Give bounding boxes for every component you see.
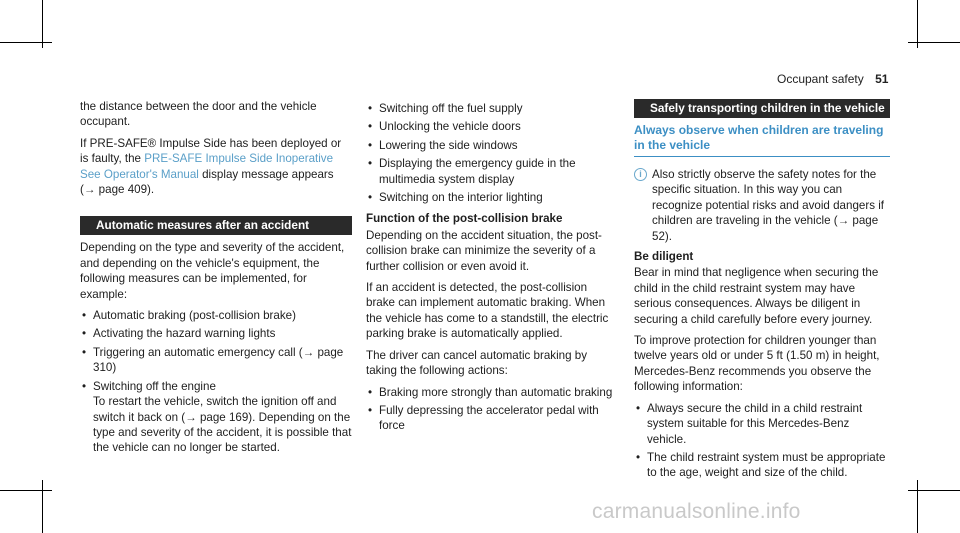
paragraph: Depending on the accident situation, the post-collision brake can minimize the severity of a further collision or even avoid it.: [366, 228, 602, 273]
paragraph: To improve protection for children younger than twelve years old or under 5 ft (1.50 m) in height, Mercedes-Benz recommends you observe the following information:: [634, 334, 880, 394]
crop-mark: [0, 42, 52, 43]
column-middle: [366, 101, 616, 440]
crop-mark: [42, 480, 43, 533]
crop-mark: [42, 0, 43, 48]
section-title: Automatic measures after an accident: [80, 216, 352, 235]
crop-mark: [917, 0, 918, 48]
page-number: 51: [875, 72, 889, 86]
measures-list: [80, 308, 352, 456]
list-item: • Fully depressing the accelerator pedal with force: [366, 403, 616, 434]
paragraph: If PRE-SAFE® Impulse Side has been deployed or is faulty, the PRE-SAFE Impulse Side Inoperative See Operator's Manual display message appears (→ page 409).: [80, 136, 342, 197]
watermark: carmanualsonline.info: [592, 500, 801, 523]
list-item: • Switching off the fuel supply: [366, 101, 616, 116]
list-item: • Automatic braking (post-collision brake): [80, 308, 352, 323]
note: i Also strictly observe the safety notes for the specific situation. In this way you can recognize potential risks and avoid dangers if children are traveling in the vehicle (→ page 52).: [634, 167, 890, 244]
section-title: Safely transporting children in the vehicle: [634, 99, 890, 118]
crop-mark: [908, 42, 960, 43]
paragraph: Depending on the type and severity of the accident, and depending on the vehicle's equipment, the following measures can be implemented, for example:: [80, 241, 345, 301]
list-item: • Switching on the interior lighting: [366, 190, 616, 205]
subsection-title: Function of the post-collision brake: [366, 212, 563, 226]
section-name: Occupant safety: [777, 72, 864, 86]
cross-reference-link[interactable]: PRE-SAFE Impulse Side Inoperative See Operator's Manual: [80, 152, 334, 181]
list-item: • The child restraint system must be appropriate to the age, weight and size of the child.: [634, 450, 890, 481]
crop-mark: [917, 480, 918, 533]
list-item: • Activating the hazard warning lights: [80, 326, 352, 341]
actions-list: [366, 385, 616, 434]
paragraph: The driver can cancel automatic braking by taking the following actions:: [366, 348, 588, 378]
subheading: Always observe when children are traveling in the vehicle: [634, 123, 890, 157]
list-item: • Braking more strongly than automatic braking: [366, 385, 616, 400]
list-item: • Lowering the side windows: [366, 138, 616, 153]
list-item: • Triggering an automatic emergency call (→ page 310): [80, 345, 352, 376]
paragraph: Bear in mind that negligence when securing the child in the child restraint system may have serious consequences. Always be diligent in securing a child carefully before every journey.: [634, 266, 879, 326]
info-icon: i: [634, 168, 647, 181]
measures-list-continued: [366, 101, 616, 205]
paragraph: the distance between the door and the vehicle occupant.: [80, 100, 317, 129]
subsection-title: Be diligent: [634, 250, 694, 264]
list-item: • Always secure the child in a child restraint system suitable for this Mercedes-Benz vehicle.: [634, 401, 890, 447]
crop-mark: [908, 490, 960, 491]
paragraph: If an accident is detected, the post-collision brake can implement automatic braking. When the vehicle has come to a standstill, the electric parking brake is automatically applied.: [366, 281, 609, 341]
list-item: • Switching off the engine To restart the vehicle, switch the ignition off and switch it back on (→ page 169). Depending on the type and severity of the accident, it is possible that the vehicle can no longer be started.: [80, 379, 352, 456]
list-item: • Displaying the emergency guide in the multimedia system display: [366, 156, 616, 187]
crop-mark: [0, 490, 52, 491]
column-right: [634, 99, 890, 487]
running-header: [777, 72, 888, 86]
column-left: [80, 99, 352, 462]
info-list: [634, 401, 890, 481]
list-item: • Unlocking the vehicle doors: [366, 119, 616, 134]
